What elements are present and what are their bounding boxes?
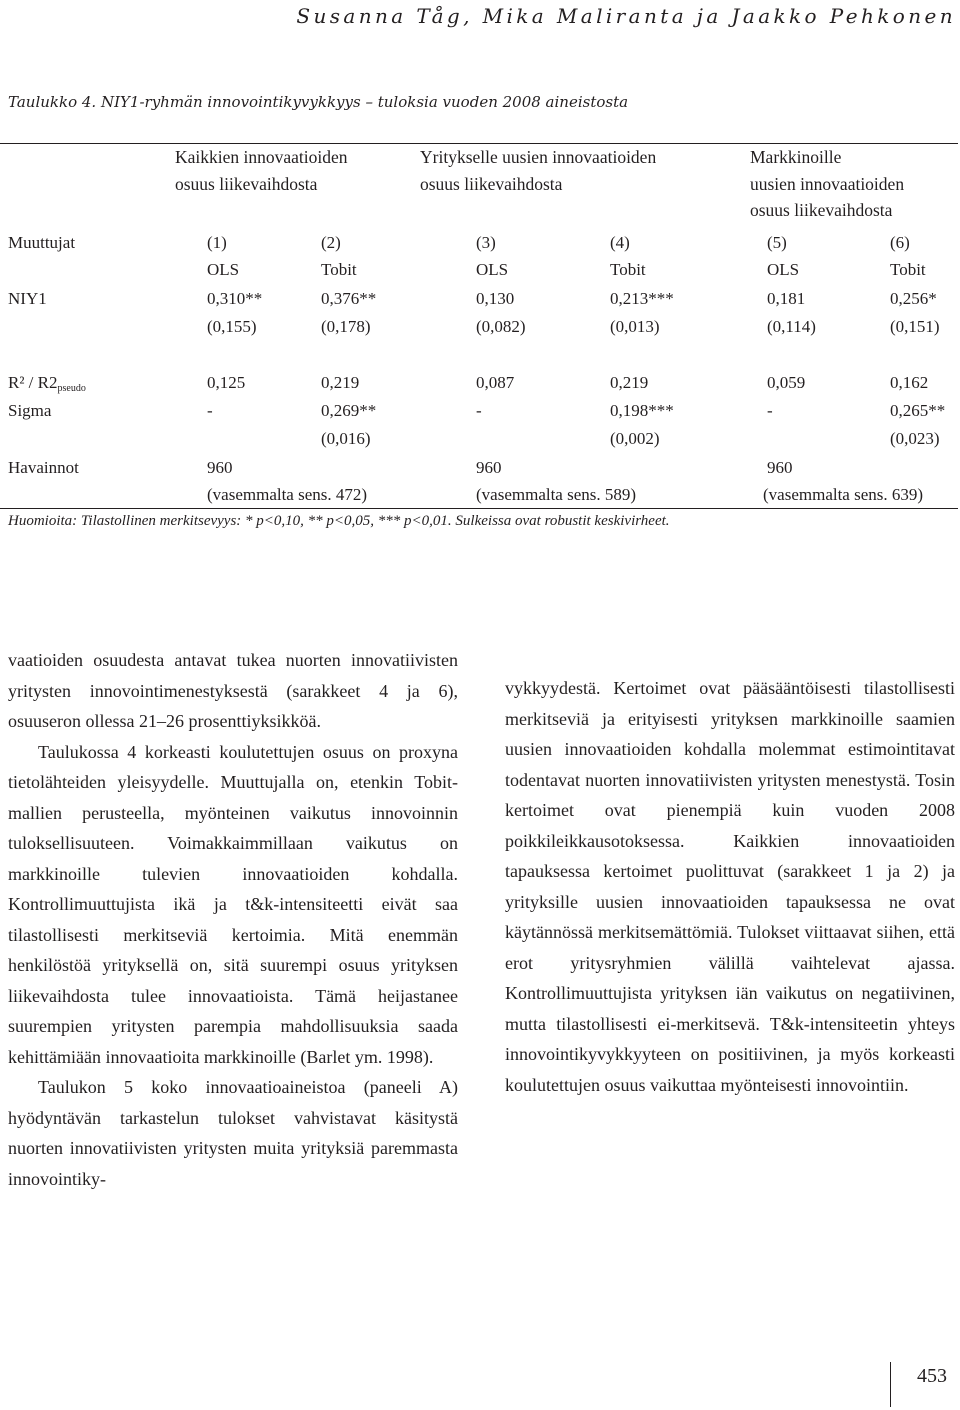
- group-header-all: [175, 149, 348, 193]
- body-column-right: [505, 673, 955, 1100]
- row-label-r2: [8, 374, 86, 394]
- sigma-se-cell: (0,023): [890, 429, 940, 448]
- r2-cell: 0,125: [207, 373, 246, 392]
- paragraph: vykkyydestä. Kertoimet ovat pääsääntöisesti tilastollisesti merkitseviä ja erityisesti yrityksen markkinoille saamien uusien innovaatioiden kohdalla molemmat estimointitavat todentavat nuorten innovatiivisten yritysten menestystä. Tosin kertoimet ovat pienempiä kuin vuoden 2008 poikkileikkausotoksessa. Kaikkien innovaatioiden tapauksessa kertoimet puolittuvat (sarakkeet 1 ja 2) ja yrityksille uusien innovaatioiden tapauksessa ne ovat käytännössä merkitsemättömiä. Tulokset viittaavat siihen, että erot yritysryhmien välillä vaihtelevat ajassa. Kontrollimuuttujista yrityksen iän vaikutus on negatiivinen, mutta tilastollisesti ei-merkitsevä. T&k-intensiteetin yhteys innovointikyvykkyyteen on positiivinen, ja myös korkeasti koulutettujen osuus vaikuttaa myönteisesti innovointiin.: [505, 678, 955, 1095]
- sigma-cell: 0,265**: [890, 401, 946, 420]
- group-header-firm-new: [420, 149, 656, 193]
- column-method: Tobit: [610, 260, 646, 279]
- sigma-cell: -: [767, 401, 773, 420]
- r2-cell: 0,059: [767, 373, 806, 392]
- coefficient-cell: 0,376**: [321, 289, 377, 308]
- sigma-se-cell: (0,002): [610, 429, 660, 448]
- paragraph: Taulukossa 4 korkeasti koulutettujen osuus on proxyna tietolähteiden yleisyydelle. Muuttujalla on, etenkin Tobit-mallien perusteella, myönteinen vaikutus innovoinnin tuloksellisuuteen. Voimakkaimmillaan vaikutus on markkinoille tulevien innovaatioiden kohdalla. Kontrollimuuttujista ikä ja t&k-intensiteetti eivät saa tilastollisesti merkitseviä kertoimia. Mitä enemmän henkilöstöä yrityksellä on, sitä suurempi osuus yrityksen liikevaihdosta tulee innovaatioista. Tämä heijastanee suurempien yritysten parempia mahdollisuuksia saada kehittämiään innovaatioita markkinoille (Barlet ym. 1998).: [8, 741, 458, 1067]
- table-bottom-rule: [0, 508, 958, 509]
- coefficient-cell: 0,310**: [207, 289, 263, 308]
- sigma-se-cell: (0,016): [321, 429, 371, 448]
- censored-cell: (vasemmalta sens. 472): [207, 485, 368, 504]
- sigma-cell: 0,269**: [321, 401, 377, 420]
- r2-cell: 0,087: [476, 373, 515, 392]
- table-note: Huomioita: Tilastollinen merkitsevyys: * p<0,10, ** p<0,05, *** p<0,01. Sulkeissa ovat robustit keskivirheet.: [8, 513, 670, 529]
- row-label-niy1: NIY1: [8, 289, 47, 308]
- group-header-line: osuus liikevaihdosta: [420, 173, 563, 194]
- std-error-cell: (0,082): [476, 317, 526, 336]
- column-method: OLS: [767, 260, 800, 279]
- group-header-line: osuus liikevaihdosta: [750, 200, 893, 220]
- column-method: OLS: [207, 260, 240, 279]
- group-header-line: osuus liikevaihdosta: [175, 173, 318, 194]
- column-number: (3): [476, 233, 496, 252]
- column-method: OLS: [476, 260, 509, 279]
- column-number: (1): [207, 233, 227, 252]
- column-method: Tobit: [890, 260, 926, 279]
- observations-cell: 960: [767, 458, 793, 477]
- paragraph: vaatioiden osuudesta antavat tukea nuorten innovatiivisten yritysten innovointimenestyksestä (sarakkeet 4 ja 6), osuuseron ollessa 21–26 prosenttiyksikköä.: [8, 650, 458, 731]
- row-label-observations: Havainnot: [8, 458, 79, 477]
- group-header-line: Yritykselle uusien innovaatioiden: [420, 147, 657, 167]
- table-caption: Taulukko 4. NIY1-ryhmän innovointikyvykkyys – tuloksia vuoden 2008 aineistosta: [8, 93, 629, 111]
- r2-cell: 0,162: [890, 373, 929, 392]
- sigma-cell: -: [207, 401, 213, 420]
- std-error-cell: (0,178): [321, 317, 371, 336]
- page-number: 453: [917, 1365, 947, 1387]
- sigma-cell: 0,198***: [610, 401, 674, 420]
- variables-header: Muuttujat: [8, 233, 76, 252]
- std-error-cell: (0,151): [890, 317, 940, 336]
- r2-cell: 0,219: [610, 373, 649, 392]
- coefficient-cell: 0,213***: [610, 289, 674, 308]
- body-column-left: [8, 645, 458, 1194]
- column-number: (2): [321, 233, 341, 252]
- group-header-line: uusien innovaatioiden: [750, 173, 905, 194]
- censored-cell: (vasemmalta sens. 639): [763, 485, 924, 504]
- r2-cell: 0,219: [321, 373, 360, 392]
- page-number-rule: [890, 1362, 891, 1407]
- column-method: Tobit: [321, 260, 357, 279]
- group-header-market-new: [750, 149, 904, 220]
- coefficient-cell: 0,130: [476, 289, 515, 308]
- sigma-cell: -: [476, 401, 482, 420]
- r2-label-main: R² / R2: [8, 373, 58, 392]
- group-header-line: Markkinoille: [750, 147, 842, 167]
- table-top-rule: [0, 143, 958, 144]
- std-error-cell: (0,013): [610, 317, 660, 336]
- std-error-cell: (0,114): [767, 317, 816, 336]
- censored-cell: (vasemmalta sens. 589): [476, 485, 637, 504]
- column-number: (4): [610, 233, 630, 252]
- observations-cell: 960: [476, 458, 502, 477]
- coefficient-cell: 0,181: [767, 289, 806, 308]
- column-number: (6): [890, 233, 910, 252]
- coefficient-cell: 0,256*: [890, 289, 937, 308]
- column-number: (5): [767, 233, 787, 252]
- r2-label-subscript: pseudo: [57, 383, 86, 394]
- group-header-line: Kaikkien innovaatioiden: [175, 147, 348, 167]
- std-error-cell: (0,155): [207, 317, 257, 336]
- observations-cell: 960: [207, 458, 233, 477]
- row-label-sigma: Sigma: [8, 401, 52, 420]
- paragraph: Taulukon 5 koko innovaatioaineistoa (paneeli A) hyödyntävän tarkastelun tulokset vahvistavat käsitystä nuorten innovatiivisten yritysten muita yrityksiä paremmasta innovointiky-: [8, 1077, 458, 1189]
- running-header-authors: Susanna Tåg, Mika Maliranta ja Jaakko Pehkonen: [296, 4, 956, 28]
